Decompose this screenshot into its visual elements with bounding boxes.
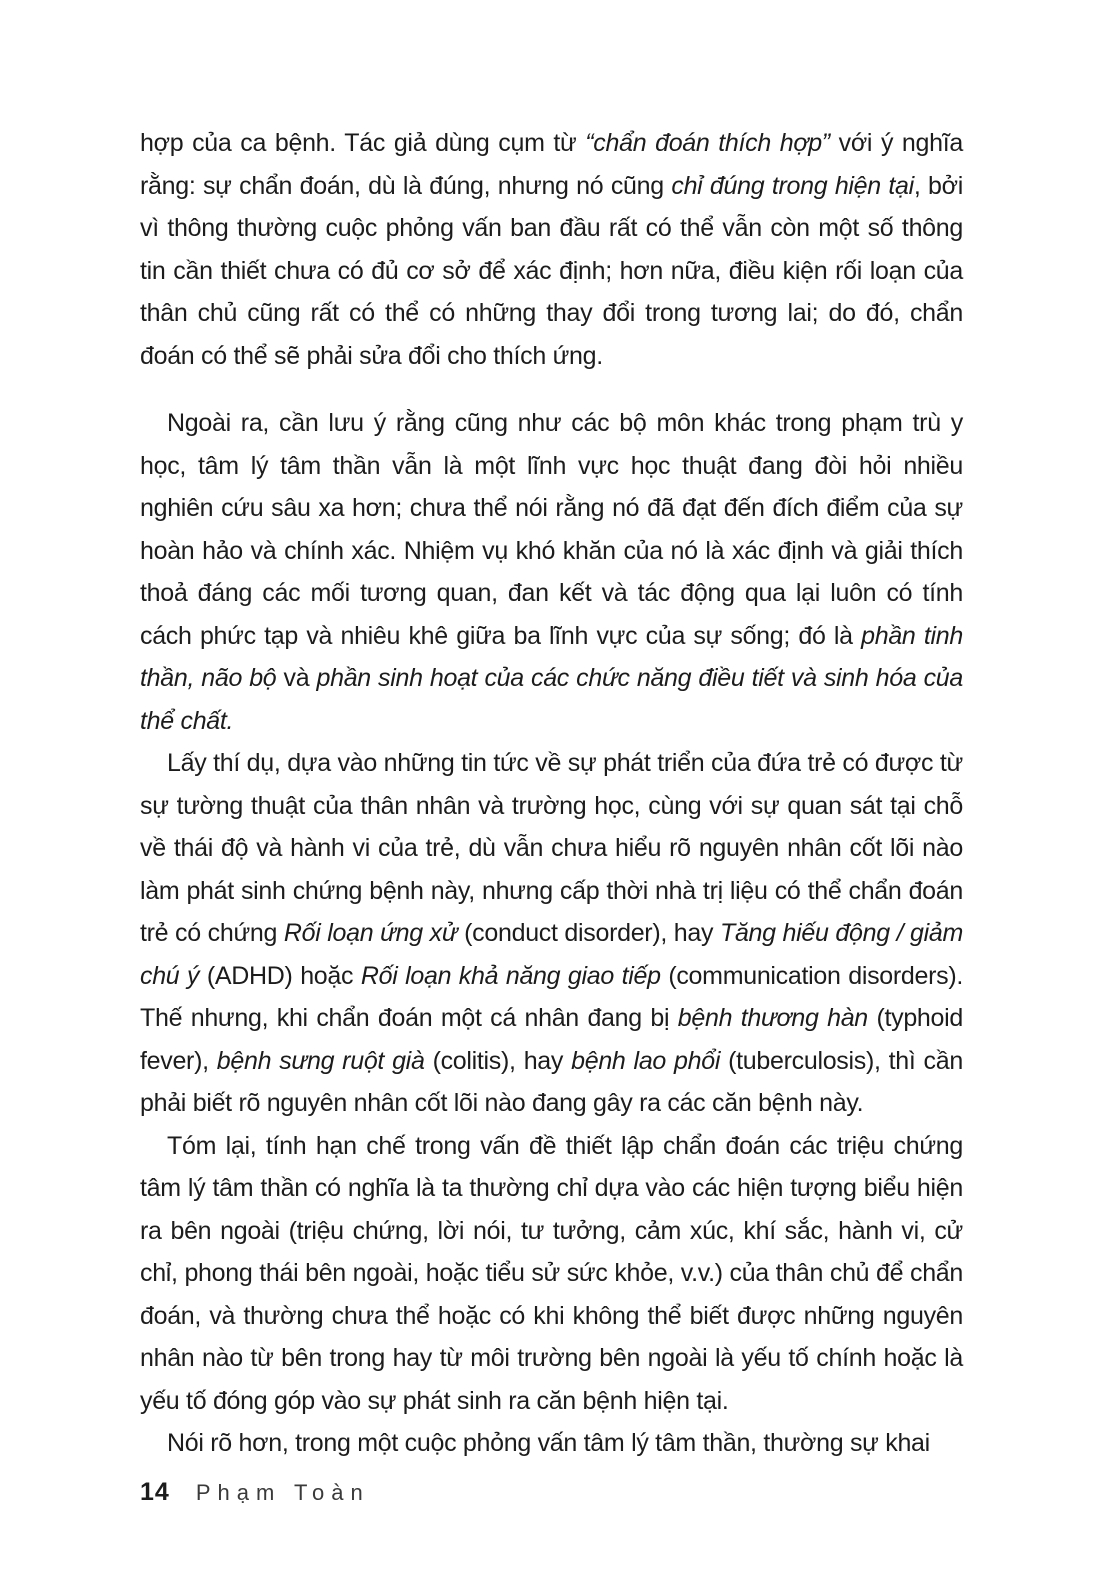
body-paragraph	[140, 402, 963, 742]
author-name: Phạm Toàn	[195, 1480, 370, 1505]
text-run: (colitis), hay	[424, 1046, 572, 1075]
text-run: (tuberculosis), thì cần phải biết rõ nguyên nhân cốt lõi nào đang gây ra các căn bệnh này.	[140, 1046, 963, 1117]
text-run: (conduct disorder), hay	[457, 919, 720, 947]
text-run: , bởi vì thông thường cuộc phỏng vấn ban đầu rất có thể vẫn còn một số thông tin cần thiết chưa có đủ cơ sở để xác định; hơn nữa, điều kiện rối loạn của thân chủ cũng rất có thể có những thay đổi trong tương lai; do đó, chẩn đoán có thể sẽ phải sửa đổi cho thích ứng.	[140, 171, 964, 370]
body-paragraph	[140, 742, 963, 1125]
body-paragraph	[140, 1422, 963, 1465]
text-run: Nói rõ hơn, trong một cuộc phỏng vấn tâm lý tâm thần, thường sự khai	[167, 1429, 930, 1457]
page-body	[140, 122, 963, 1465]
text-run: bệnh sưng ruột già	[216, 1046, 425, 1075]
body-paragraph	[140, 1125, 963, 1423]
text-run: Tăng hiếu động / giảm chú ý	[140, 919, 963, 990]
text-run: (communication disorders). Thế nhưng, khi chẩn đoán một cá nhân đang bị	[140, 961, 964, 1032]
page-footer	[140, 1478, 370, 1507]
body-paragraph	[140, 122, 963, 377]
text-run: bệnh thương hàn	[677, 1004, 868, 1032]
text-run: (ADHD) hoặc	[199, 961, 361, 990]
text-run: Ngoài ra, cần lưu ý rằng cũng như các bộ môn khác trong phạm trù y học, tâm lý tâm thần vẫn là một lĩnh vực học thuật đang đòi hỏi nhiều nghiên cứu sâu xa hơn; chưa thể nói rằng nó đã đạt đến đích điểm của sự hoàn hảo và chính xác. Nhiệm vụ khó khăn của nó là xác định và giải thích thoả đáng các mối tương quan, đan kết và tác động qua lại luôn có tính cách phức tạp và nhiêu khê giữa ba lĩnh vực của sự sống; đó là	[140, 409, 963, 650]
text-run: (typhoid fever),	[140, 1004, 963, 1075]
text-run: “chẩn đoán thích hợp”	[585, 129, 830, 157]
text-run: Lấy thí dụ, dựa vào những tin tức về sự phát triển của đứa trẻ có được từ sự tường thuật của thân nhân và trường học, cùng với sự quan sát tại chỗ về thái độ và hành vi của trẻ, dù vẫn chưa hiểu rõ nguyên nhân cốt lõi nào làm phát sinh chứng bệnh này, nhưng cấp thời nhà trị liệu có thể chẩn đoán trẻ có chứng	[140, 749, 963, 947]
text-run: phần tinh thần, não bộ	[140, 621, 963, 692]
text-run: Tóm lại, tính hạn chế trong vấn đề thiết lập chẩn đoán các triệu chứng tâm lý tâm thần có nghĩa là ta thường chỉ dựa vào các hiện tượng biểu hiện ra bên ngoài (triệu chứng, lời nói, tư tưởng, cảm xúc, khí sắc, hành vi, cử chỉ, phong thái bên ngoài, hoặc tiểu sử sức khỏe, v.v.) của thân chủ để chẩn đoán, và thường chưa thể hoặc có khi không thể biết được những nguyên nhân nào từ bên trong hay từ môi trường bên ngoài là yếu tố chính hoặc là yếu tố đóng góp vào sự phát sinh ra căn bệnh hiện tại.	[140, 1131, 963, 1415]
text-run: bệnh lao phổi	[571, 1046, 721, 1075]
text-run: và	[276, 664, 317, 692]
text-run: phần sinh hoạt của các chức năng điều tiết và sinh hóa của thể chất.	[140, 664, 963, 735]
text-run: chỉ đúng trong hiện tại	[671, 171, 914, 200]
text-run: hợp của ca bệnh. Tác giả dùng cụm từ	[140, 129, 586, 157]
page-number: 14	[140, 1478, 170, 1506]
text-run: Rối loạn khả năng giao tiếp	[360, 961, 661, 990]
text-run: Rối loạn ứng xử	[283, 919, 458, 947]
text-run: với ý nghĩa rằng: sự chẩn đoán, dù là đúng, nhưng nó cũng	[140, 129, 963, 200]
